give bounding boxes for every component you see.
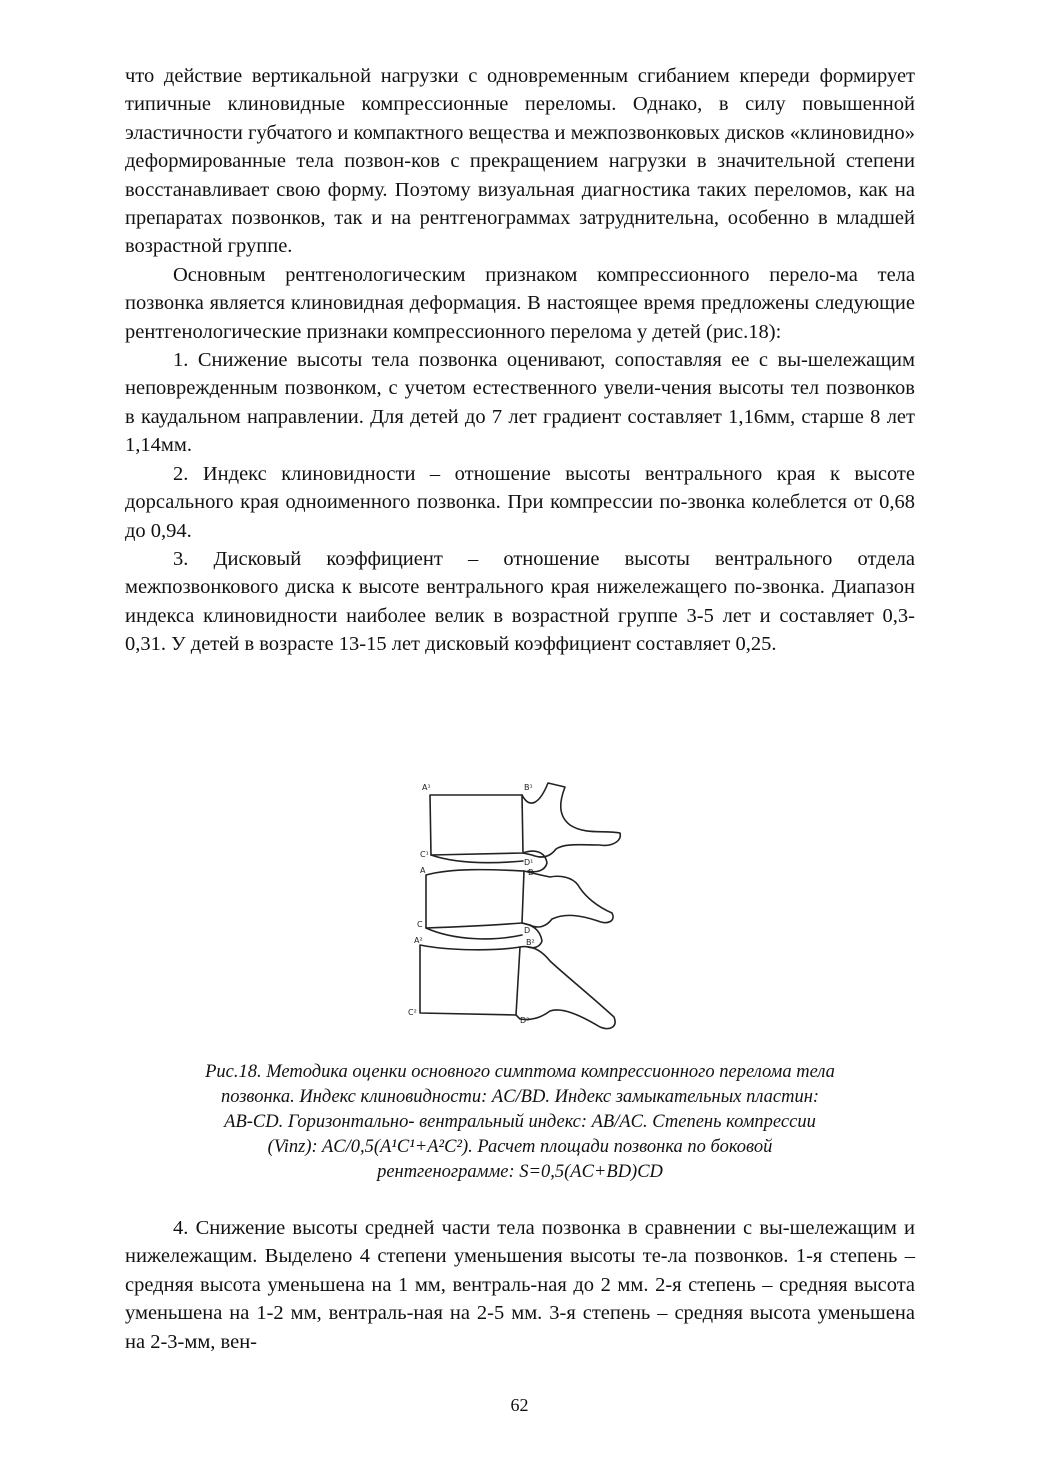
paragraph: что действие вертикальной нагрузки с одновременным сгибанием кпереди формирует типичные клиновидные компрессионные переломы. Однако, в силу повышенной эластичности губчатого и компактного вещества и межпозвонковых дисков «клиновидно» деформированные тела позвон-ков с прекращением нагрузки в значительной степени восстанавливает свою форму. Поэтому визуальная диагностика таких переломов, как на препаратах позвонков, так и на рентгенограммах затруднительна, особенно в младшей возрастной группе. [125, 65, 915, 258]
middle-vertebra-body [426, 870, 524, 928]
paragraph: Основным рентгенологическим признаком компрессионного перело-ма тела позвонка является клиновидная деформация. В настоящее время предложены следующие рентгенологические признаки компрессионного перелома у детей (рис.18): [125, 263, 915, 343]
caption-line: рентгенограмме: S=0,5(AC+BD)CD [377, 1162, 663, 1182]
label-a: A [420, 866, 426, 875]
label-c2: C² [408, 1008, 417, 1017]
upper-disc-line [431, 855, 523, 863]
label-c: C [417, 920, 423, 929]
vertebrae-figure [400, 775, 640, 1050]
caption-line: AB-CD. Горизонтально- вентральный индекс: AB/AC. Степень компрессии [224, 1112, 816, 1132]
vertebrae-drawing [400, 775, 640, 1050]
label-b2: B² [526, 938, 535, 947]
body-text-top [125, 62, 915, 659]
caption-line: Рис.18. Методика оценки основного симптома компрессионного перелома тела [205, 1062, 835, 1082]
paragraph: 2. Индекс клиновидности – отношение высоты вентрального края к высоте дорсального края одноименного позвонка. При компрессии по-звонка колеблется от 0,68 до 0,94. [125, 462, 915, 542]
caption-line: (Vinz): AC/0,5(A¹C¹+A²C²). Расчет площади позвонка по боковой [267, 1137, 773, 1157]
lower-vertebra-body [420, 945, 520, 1015]
upper-vertebra-process [522, 783, 620, 857]
label-c1: C¹ [420, 850, 429, 859]
figure-caption [115, 1060, 925, 1185]
paragraph: 3. Дисковый коэффициент – отношение высоты вентрального отдела межпозвонкового диска к высоте вентрального края нижележащего по-звонка. Диапазон индекса клиновидности наиболее велик в возрастной группе 3-5 лет и составляет 0,3-0,31. У детей в возрасте 13-15 лет дисковый коэффициент составляет 0,25. [125, 547, 915, 656]
middle-vertebra-process [522, 871, 613, 927]
label-a2: A² [414, 936, 423, 945]
body-text-bottom [125, 1214, 915, 1356]
label-d1: D¹ [524, 858, 534, 867]
lower-vertebra-process [516, 947, 615, 1029]
lower-disc-line [426, 928, 522, 939]
label-b1: B¹ [524, 783, 533, 792]
label-d: D [524, 926, 531, 935]
label-b: B [528, 868, 534, 877]
caption-line: позвонка. Индекс клиновидности: AC/BD. Индекс замыкательных пластин: [220, 1087, 820, 1107]
label-d2: D² [520, 1016, 530, 1025]
upper-vertebra-body [430, 795, 523, 855]
page-number: 62 [510, 1395, 529, 1415]
label-a1: A¹ [422, 783, 431, 792]
paragraph: 4. Снижение высоты средней части тела позвонка в сравнении с вы-шележащим и нижележащим. Выделено 4 степени уменьшения высоты те-ла позвонков. 1-я степень – средняя высота уменьшена на 1 мм, вентраль-ная до 2 мм. 2-я степень – средняя высота уменьшена на 1-2 мм, вентраль-ная на 2-5 мм. 3-я степень – средняя высота уменьшена на 2-3-мм, вен- [125, 1217, 915, 1353]
paragraph: 1. Снижение высоты тела позвонка оценивают, сопоставляя ее с вы-шележащим неповрежденным позвонком, с учетом естественного увели-чения высоты тел позвонков в каудальном направлении. Для детей до 7 лет градиент составляет 1,16мм, старше 8 лет 1,14мм. [125, 349, 915, 457]
